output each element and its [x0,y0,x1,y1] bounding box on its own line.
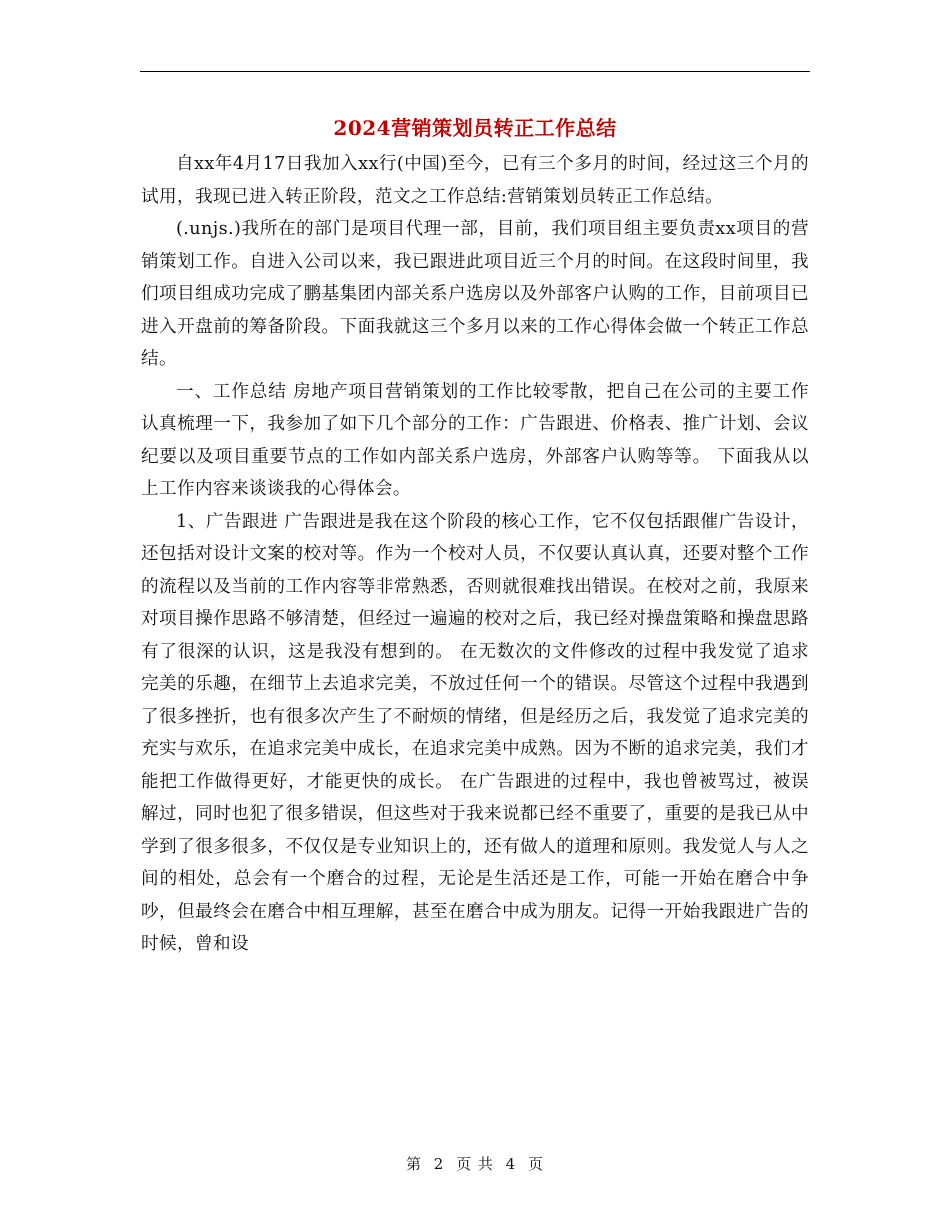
paragraph: 一、工作总结 房地产项目营销策划的工作比较零散，把自己在公司的主要工作认真梳理一下，我参加了如下几个部分的工作：广告跟进、价格表、推广计划、会议纪要以及项目重要节点的工作如内部关系户选房，外部客户认购等等。 下面我从以上工作内容来谈谈我的心得体会。 [141,381,809,499]
paragraph: 自xx年4月17日我加入xx行(中国)至今，已有三个多月的时间，经过这三个月的试用，我现已进入转正阶段，范文之工作总结:营销策划员转正工作总结。 [141,154,809,207]
document-body [141,148,809,961]
page-footer [0,1153,950,1174]
footer-page-number: 2 [433,1155,445,1173]
footer-total-pages: 4 [505,1155,517,1173]
header-rule [140,71,810,72]
footer-prefix: 第 [405,1155,422,1173]
footer-middle: 页 共 [456,1155,494,1173]
paragraph: 1、广告跟进 广告跟进是我在这个阶段的核心工作，它不仅包括跟催广告设计，还包括对设计文案的校对等。作为一个校对人员，不仅要认真认真，还要对整个工作的流程以及当前的工作内容等非常熟悉，否则就很难找出错误。在校对之前，我原来对项目操作思路不够清楚，但经过一遍遍的校对之后，我已经对操盘策略和操盘思路有了很深的认识，这是我没有想到的。 在无数次的文件修改的过程中我发觉了追求完美的乐趣，在细节上去追求完美，不放过任何一个的错误。尽管这个过程中我遇到了很多挫折，也有很多次产生了不耐烦的情绪，但是经历之后，我发觉了追求完美的充实与欢乐，在追求完美中成长，在追求完美中成熟。因为不断的追求完美，我们才能把工作做得更好，才能更快的成长。 在广告跟进的过程中，我也曾被骂过，被误解过，同时也犯了很多错误，但这些对于我来说都已经不重要了，重要的是我已从中学到了很多很多，不仅仅是专业知识上的，还有做人的道理和原则。我发觉人与人之间的相处，总会有一个磨合的过程，无论是生活还是工作，可能一开始在磨合中争吵，但最终会在磨合中相互理解，甚至在磨合中成为朋友。记得一开始我跟进广告的时候，曾和设 [141,511,809,954]
document-title: 2024营销策划员转正工作总结 [333,116,617,140]
footer-suffix: 页 [528,1155,545,1173]
paragraph: (.unjs.)我所在的部门是项目代理一部，目前，我们项目组主要负责xx项目的营销策划工作。自进入公司以来，我已跟进此项目近三个月的时间。在这段时间里，我们项目组成功完成了鹏基集团内部关系户选房以及外部客户认购的工作，目前项目已进入开盘前的筹备阶段。下面我就这三个多月以来的工作心得体会做一个转正工作总结。 [141,219,809,369]
